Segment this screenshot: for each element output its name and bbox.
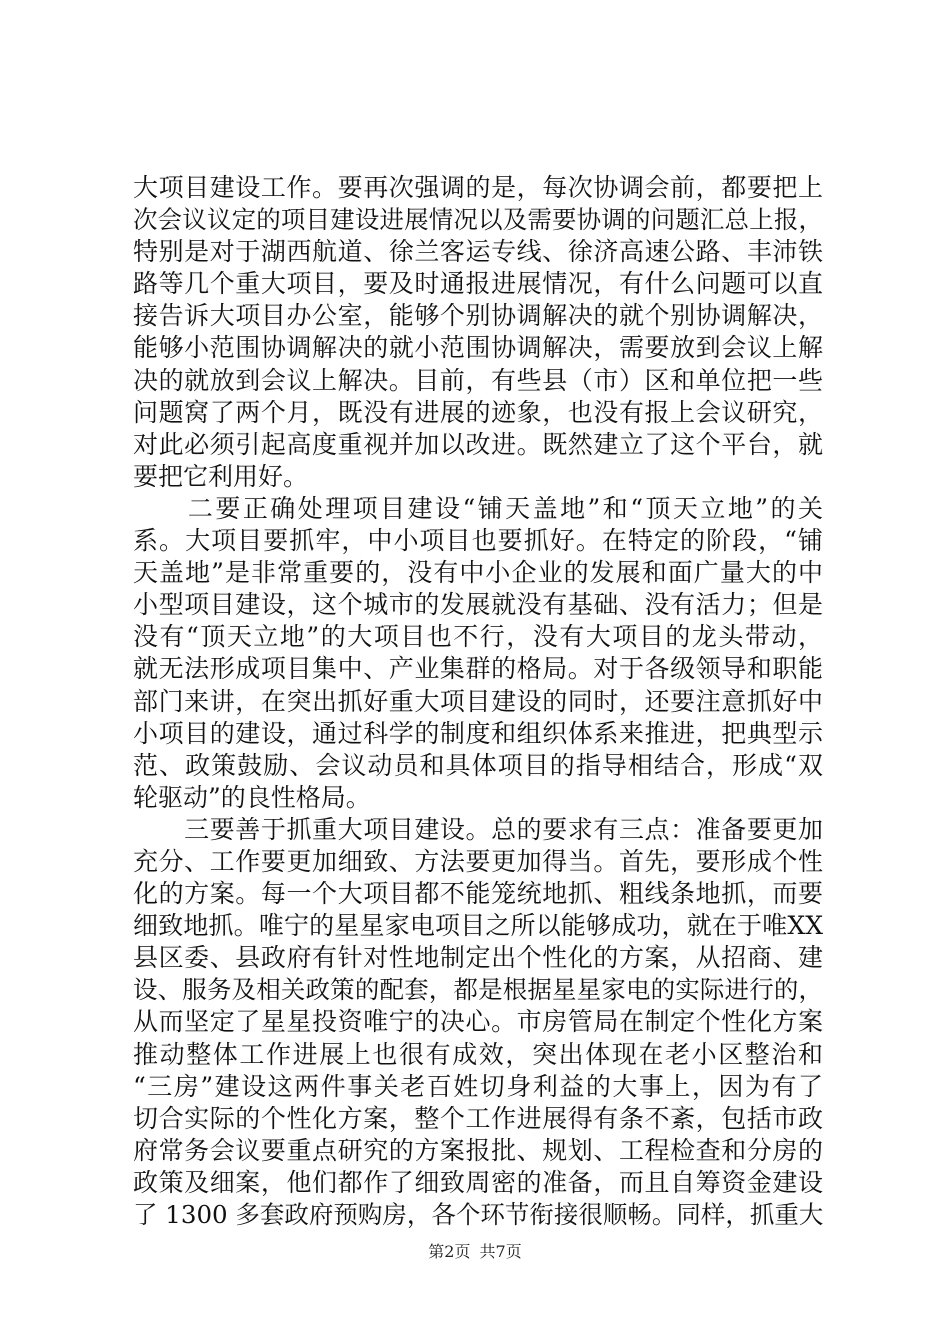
text-line: 化的方案。每一个大项目都不能笼统地抓、粗线条地抓，而要 xyxy=(133,879,823,909)
text-line: 没有“顶天立地”的大项目也不行，没有大项目的龙头带动， xyxy=(133,622,823,652)
text-line: 政策及细案，他们都作了细致周密的准备，而且自筹资金建设 xyxy=(133,1167,823,1197)
text-line: 路等几个重大项目，要及时通报进展情况，有什么问题可以直 xyxy=(133,269,823,299)
text-line: 决的就放到会议上解决。目前，有些县（市）区和单位把一些 xyxy=(133,365,823,395)
text-line: 细致地抓。唯宁的星星家电项目之所以能够成功，就在于唯XX xyxy=(133,911,823,941)
text-line: 要把它利用好。 xyxy=(133,461,309,491)
page-footer xyxy=(0,1242,950,1262)
text-line: 次会议议定的项目建设进展情况以及需要协调的问题汇总上报， xyxy=(133,205,823,235)
text-line: 特别是对于湖西航道、徐兰客运专线、徐济高速公路、丰沛铁 xyxy=(133,237,823,267)
text-line: “三房”建设这两件事关老百姓切身利益的大事上，因为有了 xyxy=(133,1071,823,1101)
text-line: 小型项目建设，这个城市的发展就没有基础、没有活力；但是 xyxy=(133,590,823,620)
text-line: 能够小范围协调解决的就小范围协调解决，需要放到会议上解 xyxy=(133,333,823,363)
text-line: 对此必须引起高度重视并加以改进。既然建立了这个平台，就 xyxy=(133,429,823,459)
text-line: 大项目建设工作。要再次强调的是，每次协调会前，都要把上 xyxy=(133,173,823,202)
text-line: 范、政策鼓励、会议动员和具体项目的指导相结合，形成“双 xyxy=(133,750,823,780)
page-total: 共7页 xyxy=(479,1242,522,1261)
text-line: 了 1300 多套政府预购房，各个环节衔接很顺畅。同样，抓重大 xyxy=(133,1200,824,1229)
text-line: 从而坚定了星星投资唯宁的决心。市房管局在制定个性化方案 xyxy=(133,1007,823,1037)
page-number: 第2页 xyxy=(428,1242,471,1261)
text-line: 问题窝了两个月，既没有进展的迹象，也没有报上会议研究， xyxy=(133,397,823,427)
text-line: 天盖地”是非常重要的，没有中小企业的发展和面广量大的中 xyxy=(133,558,823,588)
body-text xyxy=(133,172,823,1231)
text-line: 小项目的建设，通过科学的制度和组织体系来推进，把典型示 xyxy=(133,718,823,748)
text-line: 部门来讲，在突出抓好重大项目建设的同时，还要注意抓好中 xyxy=(133,686,823,716)
text-line: 二要正确处理项目建设“铺天盖地”和“顶天立地”的关 xyxy=(133,493,823,523)
text-line: 设、服务及相关政策的配套，都是根据星星家电的实际进行的， xyxy=(133,975,823,1005)
text-line: 府常务会议要重点研究的方案报批、规划、工程检查和分房的 xyxy=(133,1135,823,1165)
text-line: 就无法形成项目集中、产业集群的格局。对于各级领导和职能 xyxy=(133,654,823,684)
text-line: 充分、工作要更加细致、方法要更加得当。首先，要形成个性 xyxy=(133,846,823,876)
text-line: 县区委、县政府有针对性地制定出个性化的方案，从招商、建 xyxy=(133,943,823,973)
text-line: 切合实际的个性化方案，整个工作进展得有条不紊，包括市政 xyxy=(133,1103,823,1133)
text-line: 三要善于抓重大项目建设。总的要求有三点：准备要更加 xyxy=(133,814,823,844)
text-line: 轮驱动”的良性格局。 xyxy=(133,782,371,812)
text-line: 系。大项目要抓牢，中小项目也要抓好。在特定的阶段，“铺 xyxy=(133,526,823,556)
text-line: 接告诉大项目办公室，能够个别协调解决的就个别协调解决， xyxy=(133,301,823,331)
text-line: 推动整体工作进展上也很有成效，突出体现在老小区整治和 xyxy=(133,1039,823,1069)
